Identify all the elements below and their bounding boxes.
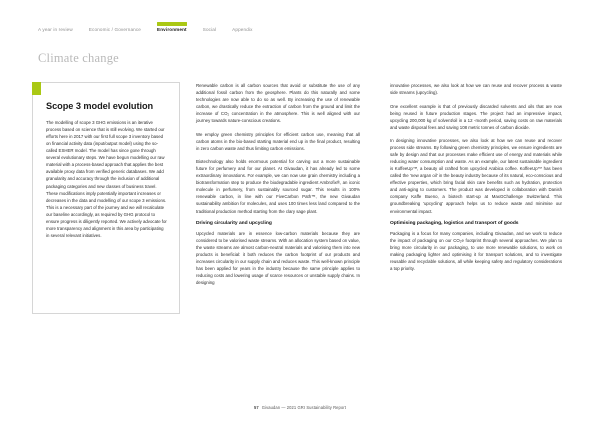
callout-title: Scope 3 model evolution: [46, 101, 154, 111]
nav-item-label: Environment: [157, 27, 187, 32]
subheading-optimising-packaging-logistics-and-transport-of-goods: Optimising packaging, logistics and transport of goods: [390, 221, 519, 227]
nav-item-a-year-in-review[interactable]: [38, 22, 73, 33]
nav-item-environment[interactable]: [157, 22, 187, 33]
nav-item-label: Appendix: [232, 27, 253, 32]
paragraph: We employ green chemistry principles for efficient carbon use, meaning that all carbon atoms in the bio-based starting material end up in the final product, resulting in zero carbon waste and thus limiting carbon emissions.: [196, 131, 360, 151]
paragraph: Upcycled materials are in essence low-carbon materials because they are considered to be valorised waste streams. With an allocation system based on value, the waste streams are almost carbon-neutral materials and valorising them into new products is beneficial: it both reduces the carbon footprint of our products and increases circularity in our supply chain and reduces waste. This well-known principle has been applied for years in the industry because the same principle applies to reducing costs and lowering usage of scarce resources or unstable supply chains. In designing: [196, 231, 360, 286]
callout-box-scope-3-model-evolution: [32, 82, 180, 314]
nav-item-social[interactable]: [203, 22, 216, 33]
callout-corner-accent: [32, 82, 41, 95]
paragraph: innovative processes, we also look at how we can reuse and recover process & waste side streams (upcycling).: [390, 83, 562, 96]
paragraph: Biotechnology also holds enormous potential for carving out a more sustainable future for perfumery and for our planet. At Givaudan, it has already led to some extraordinary innovations. For example, we can now use grain chemistry including a biotransformation step to produce the biodegradable ingredient Ambrofix®, an iconic molecule in perfumery, from sustainably sourced sugar. This results in 100% renewable carbon, in line with our FiveCarbon Path™, the new Givaudan sustainability ambition for molecules, and uses 100 times less land compared to the traditional production method starting from the clary sage plant.: [196, 159, 360, 214]
paragraph: Packaging is a focus for many companies, including Givaudan, and we work to reduce the impact of packaging on our CO₂e footprint through several approaches. We plan to bring more circularity in our packaging, to use more renewable solutions, to work on making packaging lighter and optimising it for transport solutions, and to investigate reusable and recyclable solutions, all while keeping safety and regulatory considerations a top priority.: [390, 231, 562, 272]
page-title: Climate change: [38, 51, 119, 66]
nav-item-economic-governance[interactable]: [89, 22, 141, 33]
nav-item-label: A year in review: [38, 27, 73, 32]
callout-body-text: The modelling of scope 3 GHG emissions is an iterative process based on science that is still evolving. We started our efforts here in 2017 with our first full scope 3 inventory based on financial activity data (input/output model) using the so-called ESHER model. The model has since gone through several evolutionary steps. We have begun modelling our raw material with a process-based approach that applies the best available proxy data from verified generic databases. We add granularity and accuracy through the inclusion of additional packaging categories and new classes of business travel. These modifications imply potentially important increases or decreases in the data and modelling of our scope 3 emissions. This is a necessary part of the journey and we will recalculate our baseline accordingly, as required by GHG protocol to ensure progress is diligently reported. We actively advocate for more transparency and alignment in this area by participating in several relevant initiatives.: [46, 120, 167, 238]
nav-item-label: Social: [202, 27, 217, 32]
nav-item-appendix[interactable]: [232, 22, 252, 33]
subheading-driving-circularity-and-upcycling: Driving circularity and upcycling: [196, 221, 272, 227]
top-navigation: [38, 22, 253, 33]
footer-label: Givaudan — 2021 GRI Sustainability Report: [261, 405, 346, 410]
middle-column: [196, 82, 360, 293]
footer-page-number: 57: [254, 405, 259, 410]
right-column: [390, 82, 562, 279]
paragraph: One excellent example is that of previously discarded solvents and oils that are now being reused in future production stages. The project had an impressive impact, upcycling 200,000 kg of solvent/oil in a 12 -month period, saving costs on raw materials and waste disposal fees and saving 108 metric tonnes of carbon dioxide.: [390, 103, 562, 130]
active-nav-marker: [157, 22, 187, 26]
left-column: [32, 82, 180, 314]
page-footer: [0, 405, 600, 410]
paragraph: Renewable carbon is all carbon sources that avoid or substitute the use of any additional fossil carbon from the geosphere. Plants do this naturally and some technologies are now able to do so as well. By increasing the use of renewable carbon, we drastically reduce the extraction of carbon from the ground and limit the increase of CO₂ concentration in the atmosphere. This is well aligned with our journey towards nature-conscious creations.: [196, 83, 360, 124]
nav-item-label: Economic / Governance: [88, 27, 142, 32]
paragraph: In designing innovative processes, we also look at how we can reuse and recover process side streams. By following green chemistry principles, we ensure ingredients are safe by design and that our processes make efficient use of energy and materials while reducing water consumption and waste. As an example, our latest sustainable ingredient is KoffeeUp™, a beauty oil crafted from upcycled Arabica coffee. KoffeeUp™ has been called the 'new argan oil' in the beauty industry because of its natural, eco-conscious and effective properties, which bring facial skin care benefits such as hydration, protection and anti-aging to customers. The product was developed in collaboration with Danish company Kaffe Bueno, a biotech start-up at MaxGChallenge Switzerland. This groundbreaking 'upcycling' approach helps us to reduce waste and minimise our environmental impact.: [390, 138, 562, 214]
